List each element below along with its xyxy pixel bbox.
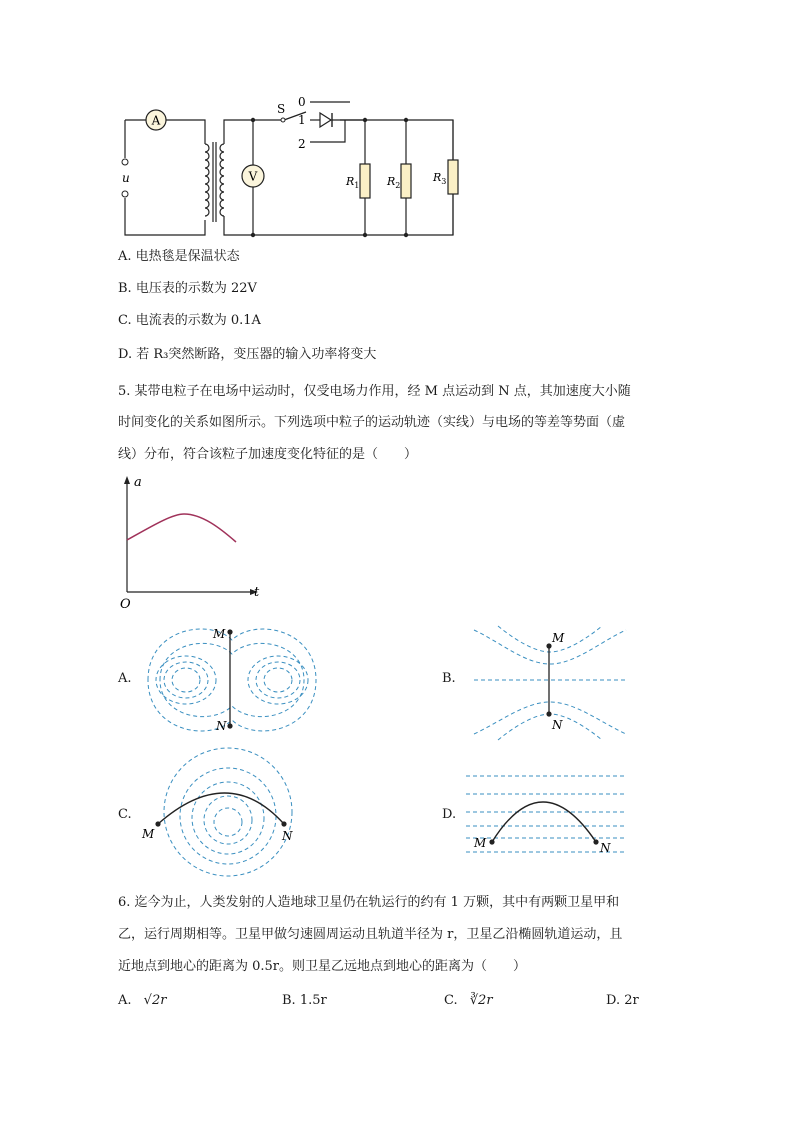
r1-label: R: [346, 175, 355, 188]
q6-stem-line-1: 6. 迄今为止，人类发射的人造地球卫星仍在轨运行的约有 1 万颗，其中有两颗卫星甲和: [118, 895, 620, 910]
graph-y-label: a: [134, 475, 142, 490]
q6-option-a-expression: √2r: [143, 993, 167, 1008]
option-d-trajectory: [492, 802, 596, 842]
r1-subscript: 1: [354, 181, 360, 190]
option-c-trajectory: [158, 793, 284, 824]
acceleration-time-graph: [112, 474, 272, 614]
transformer-circuit-diagram: [110, 92, 470, 242]
option-c-field-diagram: [138, 746, 308, 878]
q5-option-c-label: C.: [118, 807, 132, 822]
svg-text:R1: [345, 175, 359, 190]
svg-text:R3: [432, 171, 446, 186]
q5-option-b-label: B.: [442, 671, 456, 686]
ammeter-label: A: [151, 113, 161, 128]
q6-option-c: [444, 992, 493, 1010]
q6-option-c-expression: ∛2r: [469, 993, 493, 1008]
svg-text:R2: [386, 175, 400, 190]
option-b-point-n: N: [552, 718, 563, 732]
r3-label: R: [433, 171, 442, 184]
q6-stem-line-2: 乙，运行周期相等。卫星甲做匀速圆周运动且轨道半径为 r，卫星乙沿椭圆轨道运动，且: [118, 927, 623, 942]
q6-option-b: B. 1.5r: [282, 993, 327, 1008]
q5-stem-line-3: 线）分布，符合该粒子加速度变化特征的是（ ）: [118, 447, 418, 462]
voltmeter-label: V: [248, 169, 258, 184]
switch-label: S: [277, 102, 286, 116]
terminal-0-label: 0: [298, 95, 306, 109]
option-d-point-n: N: [600, 841, 611, 855]
source-label: u: [122, 171, 130, 185]
graph-x-label: t: [254, 585, 260, 600]
option-d-field-diagram: [462, 766, 632, 858]
q6-option-a-letter: A.: [118, 993, 132, 1008]
q5-option-a-label: A.: [118, 671, 132, 686]
terminal-1-label: 1: [298, 113, 306, 127]
q6-stem-line-3: 近地点到地心的距离为 0.5r。则卫星乙远地点到地心的距离为（ ）: [118, 959, 527, 974]
option-b-point-m: M: [552, 631, 565, 645]
option-a-point-m: M: [213, 627, 226, 641]
acceleration-curve: [127, 514, 236, 542]
q4-option-c: C. 电流表的示数为 0.1A: [118, 313, 261, 328]
r2-subscript: 2: [395, 181, 401, 190]
q4-option-d: D. 若 R₃突然断路，变压器的输入功率将变大: [118, 347, 377, 362]
option-c-point-n: N: [282, 829, 293, 843]
option-c-point-m: M: [142, 827, 155, 841]
option-a-field-diagram: [140, 618, 325, 743]
r3-subscript: 3: [441, 177, 447, 186]
q4-option-a: A. 电热毯是保温状态: [118, 249, 240, 264]
option-a-point-n: N: [216, 719, 227, 733]
q4-option-b: B. 电压表的示数为 22V: [118, 281, 257, 296]
q6-option-c-letter: C.: [444, 993, 458, 1008]
q5-option-d-label: D.: [442, 807, 457, 822]
q5-stem-line-2: 时间变化的关系如图所示。下列选项中粒子的运动轨迹（实线）与电场的等差等势面（虚: [118, 415, 626, 430]
option-b-field-diagram: [470, 622, 635, 742]
terminal-2-label: 2: [298, 137, 306, 151]
q5-stem-line-1: 5. 某带电粒子在电场中运动时，仅受电场力作用，经 M 点运动到 N 点，其加速度大小随: [118, 384, 631, 399]
graph-origin-label: O: [120, 597, 131, 612]
q6-option-d: D. 2r: [606, 993, 639, 1008]
q6-option-a: [118, 992, 166, 1010]
option-d-point-m: M: [474, 836, 487, 850]
r2-label: R: [387, 175, 396, 188]
